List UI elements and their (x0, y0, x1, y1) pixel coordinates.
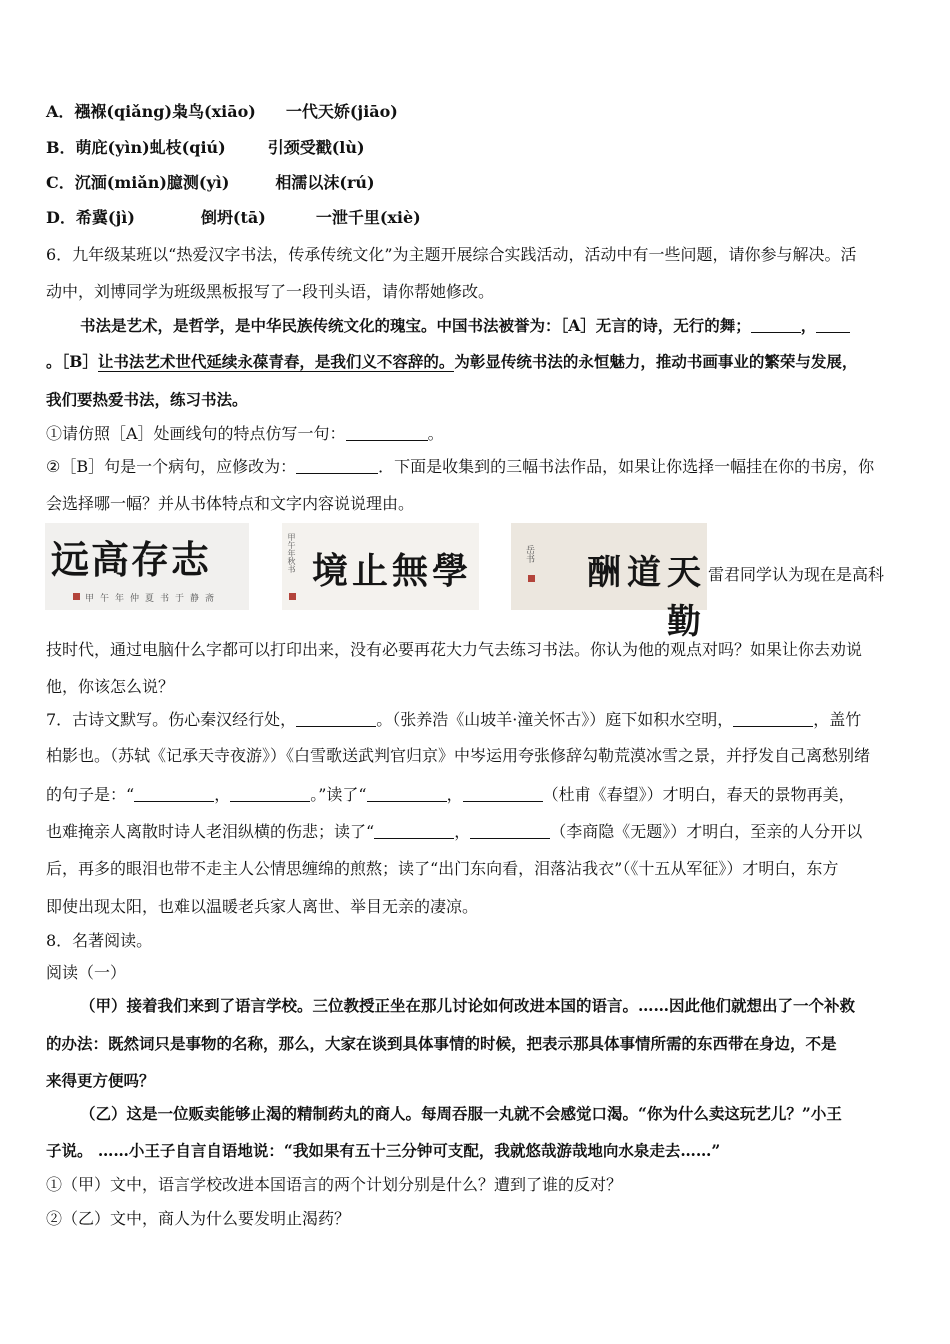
calligraphy-text: 志存高远 (51, 537, 212, 582)
q6-line-1: 6．九年级某班以“热爱汉字书法，传承传统文化”为主题开展综合实践活动，活动中有一些问题，请你参与解决。活 (46, 245, 857, 264)
q7-line-6: 即使出现太阳，也难以温暖老兵家人离世、举目无亲的凄凉。 (46, 897, 479, 916)
option-word-1: 萌庇(yìn)虬枝(qiú) (75, 138, 226, 157)
answer-blank[interactable] (470, 823, 550, 839)
separator: ， (800, 316, 817, 335)
sick-sentence: 让书法艺术世代延续永葆青春，是我们义不容辞的。 (97, 352, 455, 371)
option-word-2: 引颈受戳(lù) (267, 138, 365, 157)
option-letter: D． (46, 208, 76, 227)
q7-text: ，盖竹 (813, 710, 862, 729)
calligraphy-inscription: 岳书 (524, 545, 534, 563)
q7-text: 。（张养浩《山坡羊·潼关怀古》）庭下如积水空明， (376, 710, 734, 729)
q6-line-b: 他，你该怎么说？ (46, 677, 175, 696)
punct: 。 (427, 424, 444, 443)
q6-line-a: 技时代，通过电脑什么字都可以打印出来，没有必要再花大力气去练习书法。你认为他的观点对吗？如果让你去劝说 (46, 640, 863, 659)
calligraphy-inscription: 甲午年仲夏书于静斋 (85, 594, 221, 604)
q7-text: （李商隐《无题》）才明白，至亲的人分开以 (550, 822, 863, 841)
answer-blank[interactable] (374, 823, 454, 839)
option-word-2: 一代天娇(jiāo) (285, 102, 398, 121)
q7-text: 也难掩亲人离散时诗人老泪纵横的伤悲；读了“ (46, 822, 375, 841)
answer-blank[interactable] (230, 786, 310, 802)
q6-passage-3: 我们要热爱书法，练习书法。 (46, 390, 248, 409)
fill-blank[interactable] (751, 317, 801, 333)
q6-passage-1 (80, 316, 908, 336)
q8-question-b: ②（乙）文中，商人为什么要发明止渴药？ (46, 1209, 351, 1228)
q7-line-5: 后，再多的眼泪也带不走主人公情思缠绵的煎熬；读了“出门东向看，泪落沾我衣”（《十五从军征》）才明白，东方 (46, 859, 839, 878)
q6-sub-1 (46, 424, 908, 444)
calligraphy-image-1 (45, 523, 249, 610)
q8-jia-line-2: 的办法：既然词只是事物的名称，那么，大家在谈到具体事情的时候，把表示那具体事情所需的东西带在身边，不是 (46, 1034, 837, 1053)
q6-line-2: 动中，刘博同学为班级黑板报写了一段刊头语，请你帮她修改。 (46, 282, 495, 301)
q7-line-1 (46, 710, 908, 730)
answer-blank[interactable] (367, 786, 447, 802)
sub-question-text: ①请仿照［A］处画线句的特点仿写一句： (46, 424, 346, 443)
answer-blank[interactable] (463, 786, 543, 802)
option-c (46, 173, 908, 193)
calligraphy-image-3 (511, 523, 707, 642)
q8-question-a: ①（甲）文中，语言学校改进本国语言的两个计划分别是什么？遭到了谁的反对？ (46, 1175, 623, 1194)
sub-question-text-cont: ．下面是收集到的三幅书法作品，如果让你选择一幅挂在你的书房，你 (378, 457, 875, 476)
calligraphy-image-2 (282, 523, 479, 610)
q7-text: 的句子是：“ (46, 785, 135, 804)
answer-blank[interactable] (296, 711, 376, 727)
option-word-2: 相濡以沫(rú) (275, 173, 375, 192)
q7-text: 。”读了“ (310, 785, 367, 804)
sub-question-text: ②［B］句是一个病句，应修改为： (46, 457, 297, 476)
option-word-1: 沉湎(miǎn)臆测(yì) (74, 173, 230, 192)
punct: ， (214, 785, 231, 804)
seal-icon (289, 593, 296, 600)
calligraphy-inscription: 甲午年秋书 (287, 533, 296, 573)
q6-after-images: 雷君同学认为现在是高科 (708, 565, 885, 584)
fill-blank[interactable] (816, 317, 850, 333)
option-word-1: 襁褓(qiǎng)枭鸟(xiāo) (74, 102, 256, 121)
punct: ， (454, 822, 471, 841)
passage-text: 为彰显传统书法的永恒魅力，推动书画事业的繁荣与发展， (454, 352, 858, 371)
option-b (46, 138, 908, 158)
q7-line-3 (46, 785, 908, 805)
seal-icon (528, 575, 535, 582)
option-letter: C． (46, 173, 75, 192)
option-word-1: 希冀(jì) (75, 208, 135, 227)
calligraphy-text: 天道酬勤 (587, 553, 707, 642)
q8-subtitle: 阅读（一） (46, 963, 127, 982)
q7-text: 7．古诗文默写。伤心秦汉经行处， (46, 710, 297, 729)
seal-icon (73, 593, 80, 600)
answer-blank[interactable] (296, 458, 378, 474)
q7-line-4 (46, 822, 908, 842)
q8-yi-line-1: （乙）这是一位贩卖能够止渴的精制药丸的商人。每周吞服一丸就不会感觉口渴。“你为什么卖这玩艺儿？”小王 (80, 1104, 842, 1123)
q6-sub-2 (46, 457, 908, 477)
q6-passage-2 (46, 352, 908, 372)
q7-text: （杜甫《春望》）才明白，春天的景物再美， (542, 785, 855, 804)
answer-blank[interactable] (134, 786, 214, 802)
punct: ， (446, 785, 463, 804)
passage-marker: 。［B］ (46, 352, 98, 371)
q8-title: 8．名著阅读。 (46, 931, 153, 950)
q6-passage-text: 书法是艺术，是哲学，是中华民族传统文化的瑰宝。中国书法被誉为：［A］无言的诗，无行的舞； (80, 316, 751, 335)
option-letter: B． (46, 138, 76, 157)
option-word-2: 倒坍(tā) (200, 208, 266, 227)
q8-jia-line-1: （甲）接着我们来到了语言学校。三位教授正坐在那儿讨论如何改进本国的语言。……因此他们就想出了一个补救 (80, 996, 856, 1015)
option-word-3: 一泄千里(xiè) (315, 208, 421, 227)
answer-blank[interactable] (346, 425, 428, 441)
q8-jia-line-3: 来得更方便吗？ (46, 1071, 155, 1090)
calligraphy-text: 學無止境 (312, 550, 473, 592)
q7-line-2: 柏影也。（苏轼《记承天寺夜游》）《白雪歌送武判官归京》中岑运用夸张修辞勾勒荒漠冰雪之景，并抒发自己离愁别绪 (46, 746, 871, 765)
q6-sub-2-line-2: 会选择哪一幅？并从书体特点和文字内容说说理由。 (46, 494, 415, 513)
option-a (46, 102, 908, 122)
option-letter: A． (46, 102, 75, 121)
option-d (46, 208, 908, 228)
q8-yi-line-2: 子说。 ……小王子自言自语地说：“我如果有五十三分钟可支配，我就悠哉游哉地向水泉走去……” (46, 1141, 721, 1160)
answer-blank[interactable] (733, 711, 813, 727)
